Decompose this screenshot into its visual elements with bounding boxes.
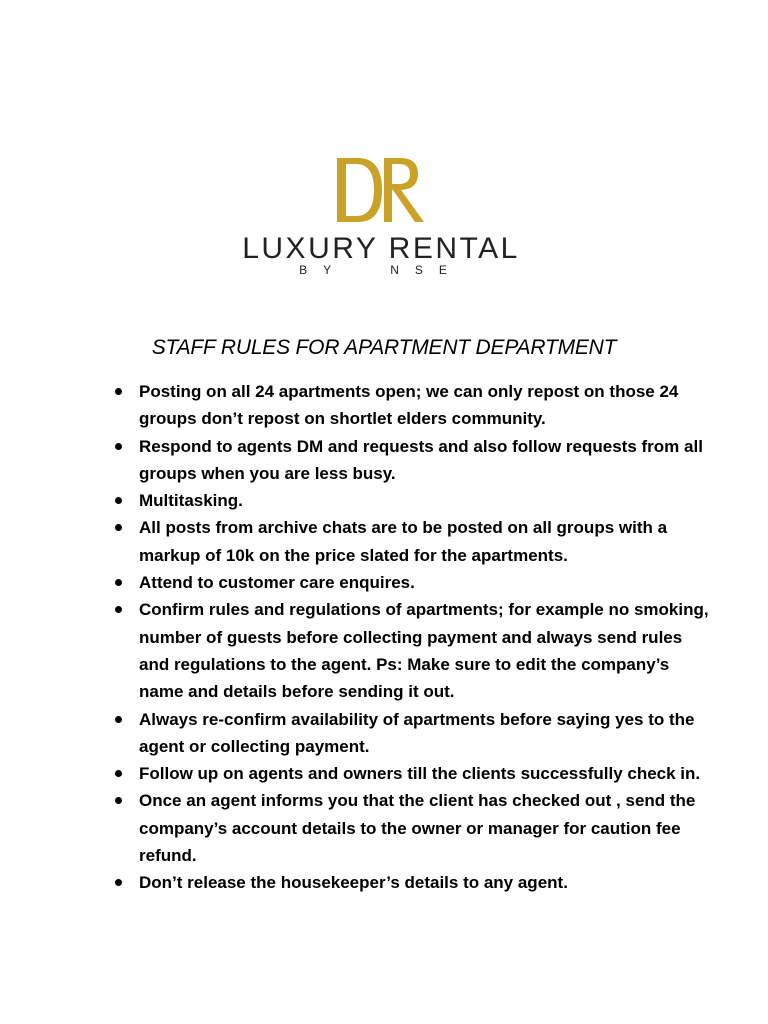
list-item — [112, 760, 712, 787]
list-item — [112, 378, 712, 433]
rule-text: Respond to agents DM and requests and also follow requests from all groups when you are less busy. — [139, 436, 703, 483]
bullet-icon — [115, 606, 122, 613]
rule-text: Multitasking. — [139, 491, 243, 511]
rule-text: Don’t release the housekeeper’s details to any agent. — [139, 873, 568, 893]
rules-list — [112, 378, 712, 897]
rule-text: All posts from archive chats are to be posted on all groups with a markup of 10k on the price slated for the apartments. — [139, 518, 668, 565]
list-item — [112, 514, 712, 569]
page-title: STAFF RULES FOR APARTMENT DEPARTMENT — [151, 336, 617, 359]
list-item — [112, 787, 712, 869]
bullet-icon — [115, 579, 122, 586]
bullet-icon — [115, 879, 122, 886]
list-item — [112, 869, 712, 896]
bullet-icon — [115, 797, 122, 804]
bullet-icon — [115, 388, 122, 395]
list-item — [112, 487, 712, 514]
rule-text: Posting on all 24 apartments open; we can only repost on those 24 groups don’t repost on shortlet elders community. — [139, 382, 679, 429]
brand-tagline: BY NSE — [299, 263, 463, 276]
luxury-rental-logo — [196, 156, 566, 276]
brand-name: LUXURY RENTAL — [242, 232, 520, 265]
bullet-icon — [115, 524, 122, 531]
rule-text: Follow up on agents and owners till the clients successfully check in. — [139, 764, 701, 784]
list-item — [112, 596, 712, 705]
bullet-icon — [115, 497, 122, 504]
rule-text: Confirm rules and regulations of apartments; for example no smoking, number of guests before collecting payment and always send rules and regulations to the agent. Ps: Make sure to edit the company’s name and details before sending it out. — [139, 600, 709, 702]
bullet-icon — [115, 716, 122, 723]
rule-text: Always re-confirm availability of apartments before saying yes to the agent or collecting payment. — [139, 709, 695, 756]
bullet-icon — [115, 443, 122, 450]
list-item — [112, 433, 712, 488]
rule-text: Attend to customer care enquires. — [139, 573, 415, 593]
rule-text: Once an agent informs you that the client has checked out , send the company’s account details to the owner or manager for caution fee refund. — [139, 791, 696, 866]
list-item — [112, 706, 712, 761]
bullet-icon — [115, 770, 122, 777]
list-item — [112, 569, 712, 596]
